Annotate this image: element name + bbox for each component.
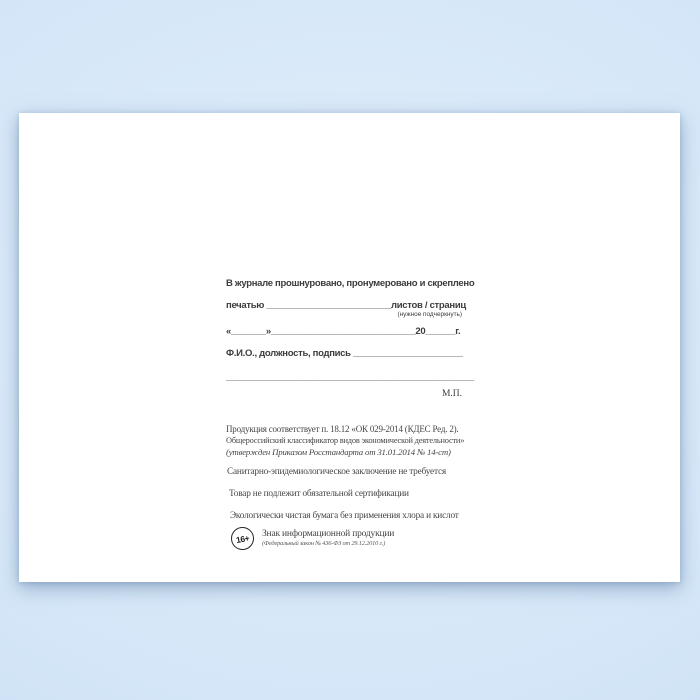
signature-blank-field: ______________________ bbox=[353, 348, 463, 359]
okved-compliance-line3: (утвержден Приказом Росстандарта от 31.01.2014 № 14-ст) bbox=[226, 447, 451, 457]
info-sign-title: Знак информационной продукции bbox=[262, 529, 395, 539]
sealed-sheets-line bbox=[226, 300, 466, 311]
age-rating-16plus-icon: 16+ bbox=[229, 525, 256, 552]
sanitary-statement: Санитарно-эпидемиологическое заключение не требуется bbox=[227, 467, 446, 477]
sealed-prefix: печатью bbox=[226, 300, 265, 311]
signature-line bbox=[226, 348, 463, 359]
okved-compliance-line1: Продукция соответствует п. 18.12 «ОК 029-2014 (КДЕС Ред. 2). bbox=[226, 424, 459, 434]
stamp-place-label: М.П. bbox=[441, 389, 462, 399]
binding-statement: В журнале прошнуровано, пронумеровано и скреплено bbox=[226, 278, 475, 289]
info-sign-law-reference: (Федеральный закон № 436-ФЗ от 29.12.2010 г.) bbox=[262, 540, 386, 547]
full-blank-line: _______________________________________________ bbox=[226, 372, 475, 383]
underline-note: (нужное подчеркнуть) bbox=[397, 311, 462, 318]
journal-back-page bbox=[19, 113, 680, 582]
signature-label: Ф.И.О., должность, подпись bbox=[226, 348, 351, 359]
sealed-blank-field: _________________________ bbox=[266, 300, 392, 311]
certification-statement: Товар не подлежит обязательной сертификации bbox=[229, 489, 409, 499]
okved-compliance-line2: Общероссийский классификатор видов экономической деятельности» bbox=[226, 436, 465, 445]
page-content bbox=[226, 273, 475, 573]
eco-paper-statement: Экологически чистая бумага без применения хлора и кислот bbox=[230, 511, 459, 521]
info-product-sign-row bbox=[226, 526, 462, 556]
sealed-suffix: листов / страниц bbox=[391, 300, 466, 311]
date-blank-line: «_______»_____________________________20______г. bbox=[226, 326, 461, 337]
